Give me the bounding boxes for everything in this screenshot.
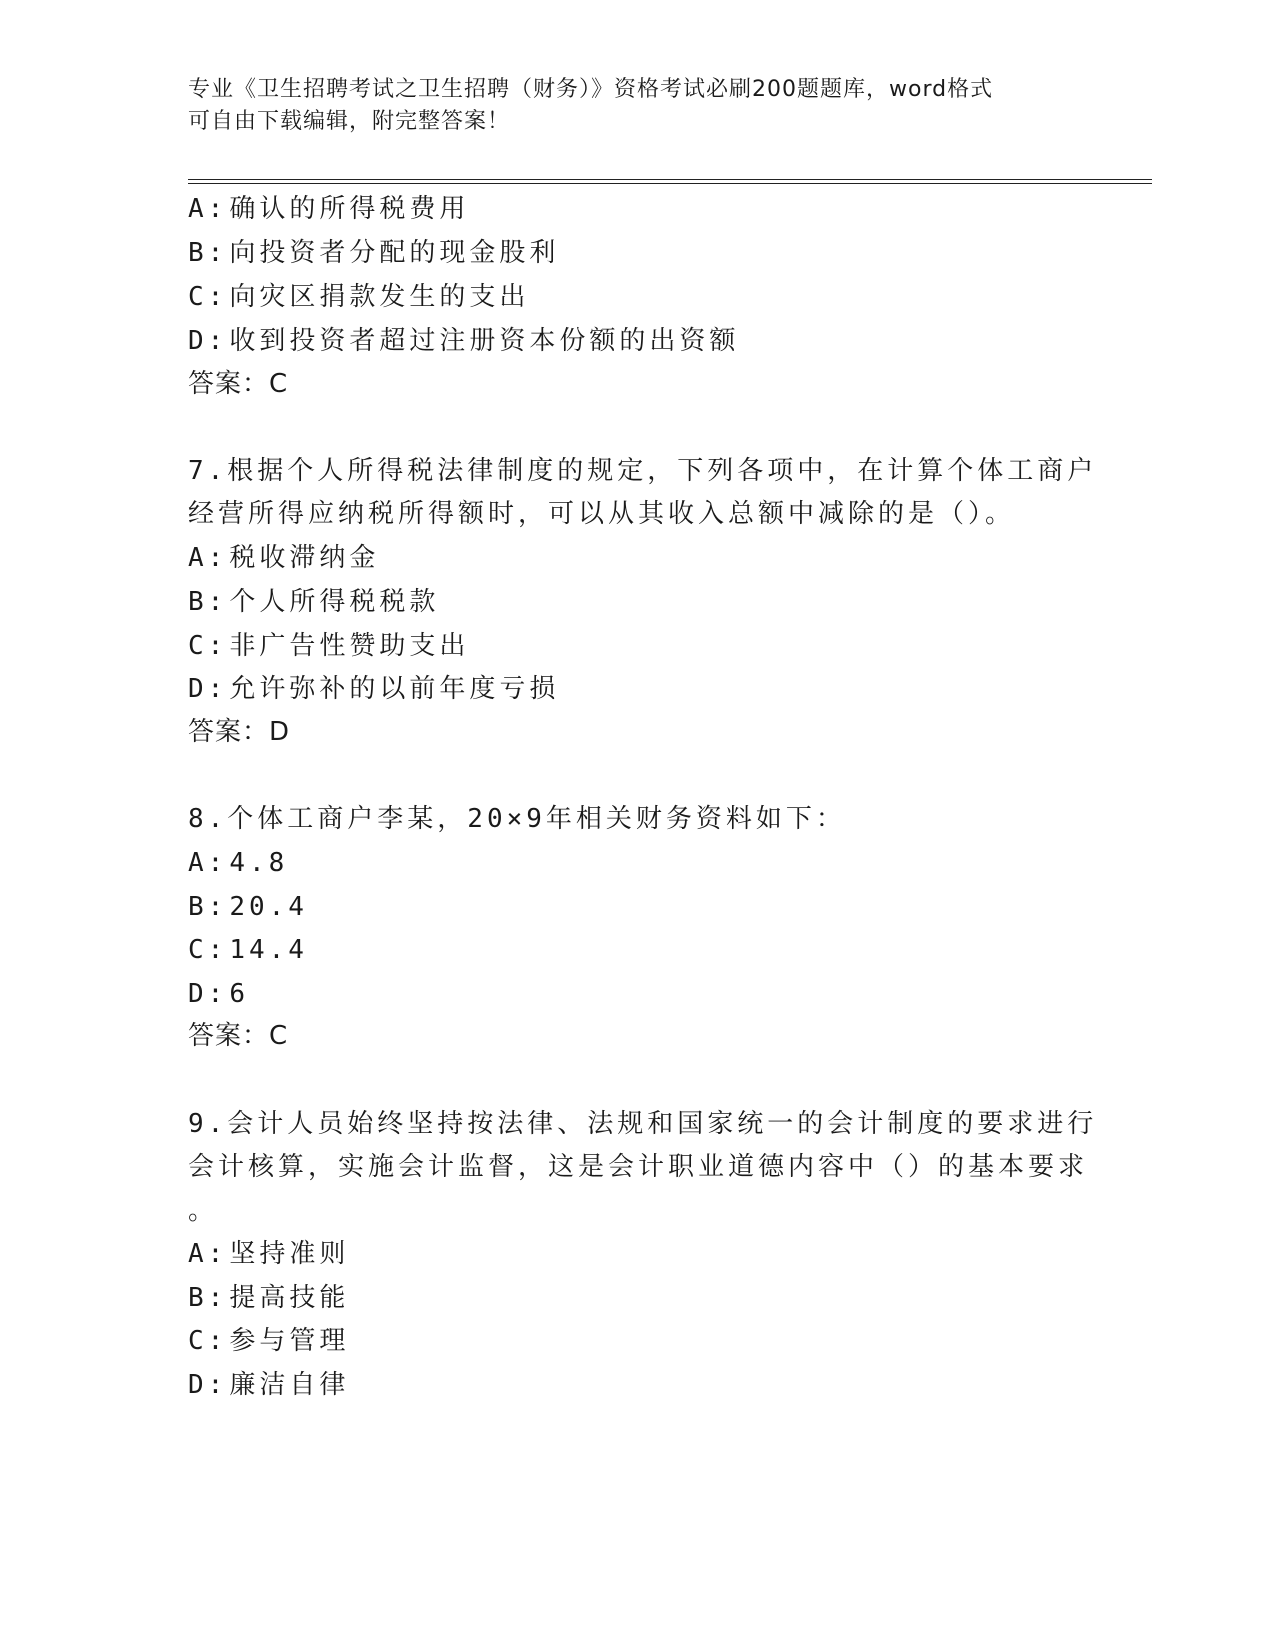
q9-option-d: D:廉洁自律 <box>188 1370 350 1400</box>
q7-answer: 答案：D <box>188 717 291 747</box>
document-header <box>188 74 1068 138</box>
q7-option-d: D:允许弥补的以前年度亏损 <box>188 674 560 704</box>
q7-stem-line-2: 经营所得应纳税所得额时，可以从其收入总额中减除的是（）。 <box>188 499 1016 529</box>
q6-answer: 答案：C <box>188 369 289 399</box>
q9-stem-line-1: 9.会计人员始终坚持按法律、法规和国家统一的会计制度的要求进行 <box>188 1109 1098 1139</box>
q9-option-a: A:坚持准则 <box>188 1239 350 1269</box>
q7-option-c: C:非广告性赞助支出 <box>188 631 470 661</box>
q6-option-d: D:收到投资者超过注册资本份额的出资额 <box>188 326 740 356</box>
q7-stem-line-1: 7.根据个人所得税法律制度的规定，下列各项中，在计算个体工商户 <box>188 456 1098 486</box>
q7-option-a: A:税收滞纳金 <box>188 543 380 573</box>
q9-stem-line-2: 会计核算，实施会计监督，这是会计职业道德内容中（）的基本要求 <box>188 1152 1089 1182</box>
q7-option-b: B:个人所得税税款 <box>188 587 440 617</box>
q9-option-c: C:参与管理 <box>188 1326 350 1356</box>
q9-stem-line-3: 。 <box>188 1196 219 1226</box>
q8-stem-line-1: 8.个体工商户李某，20×9年相关财务资料如下： <box>188 804 846 834</box>
header-divider-bottom <box>188 183 1152 184</box>
header-divider-top <box>188 179 1152 180</box>
q8-option-c: C:14.4 <box>188 935 308 965</box>
q9-option-b: B:提高技能 <box>188 1283 350 1313</box>
q8-option-d: D:6 <box>188 979 249 1009</box>
q6-option-a: A:确认的所得税费用 <box>188 194 470 224</box>
q6-option-b: B:向投资者分配的现金股利 <box>188 238 560 268</box>
q8-option-a: A:4.8 <box>188 848 289 878</box>
q6-option-c: C:向灾区捐款发生的支出 <box>188 282 530 312</box>
header-line-1: 专业《卫生招聘考试之卫生招聘（财务）》资格考试必刷200题题库，word格式 <box>188 77 994 102</box>
q8-answer: 答案：C <box>188 1021 289 1051</box>
header-line-2: 可自由下载编辑，附完整答案！ <box>188 109 511 134</box>
q8-option-b: B:20.4 <box>188 892 308 922</box>
